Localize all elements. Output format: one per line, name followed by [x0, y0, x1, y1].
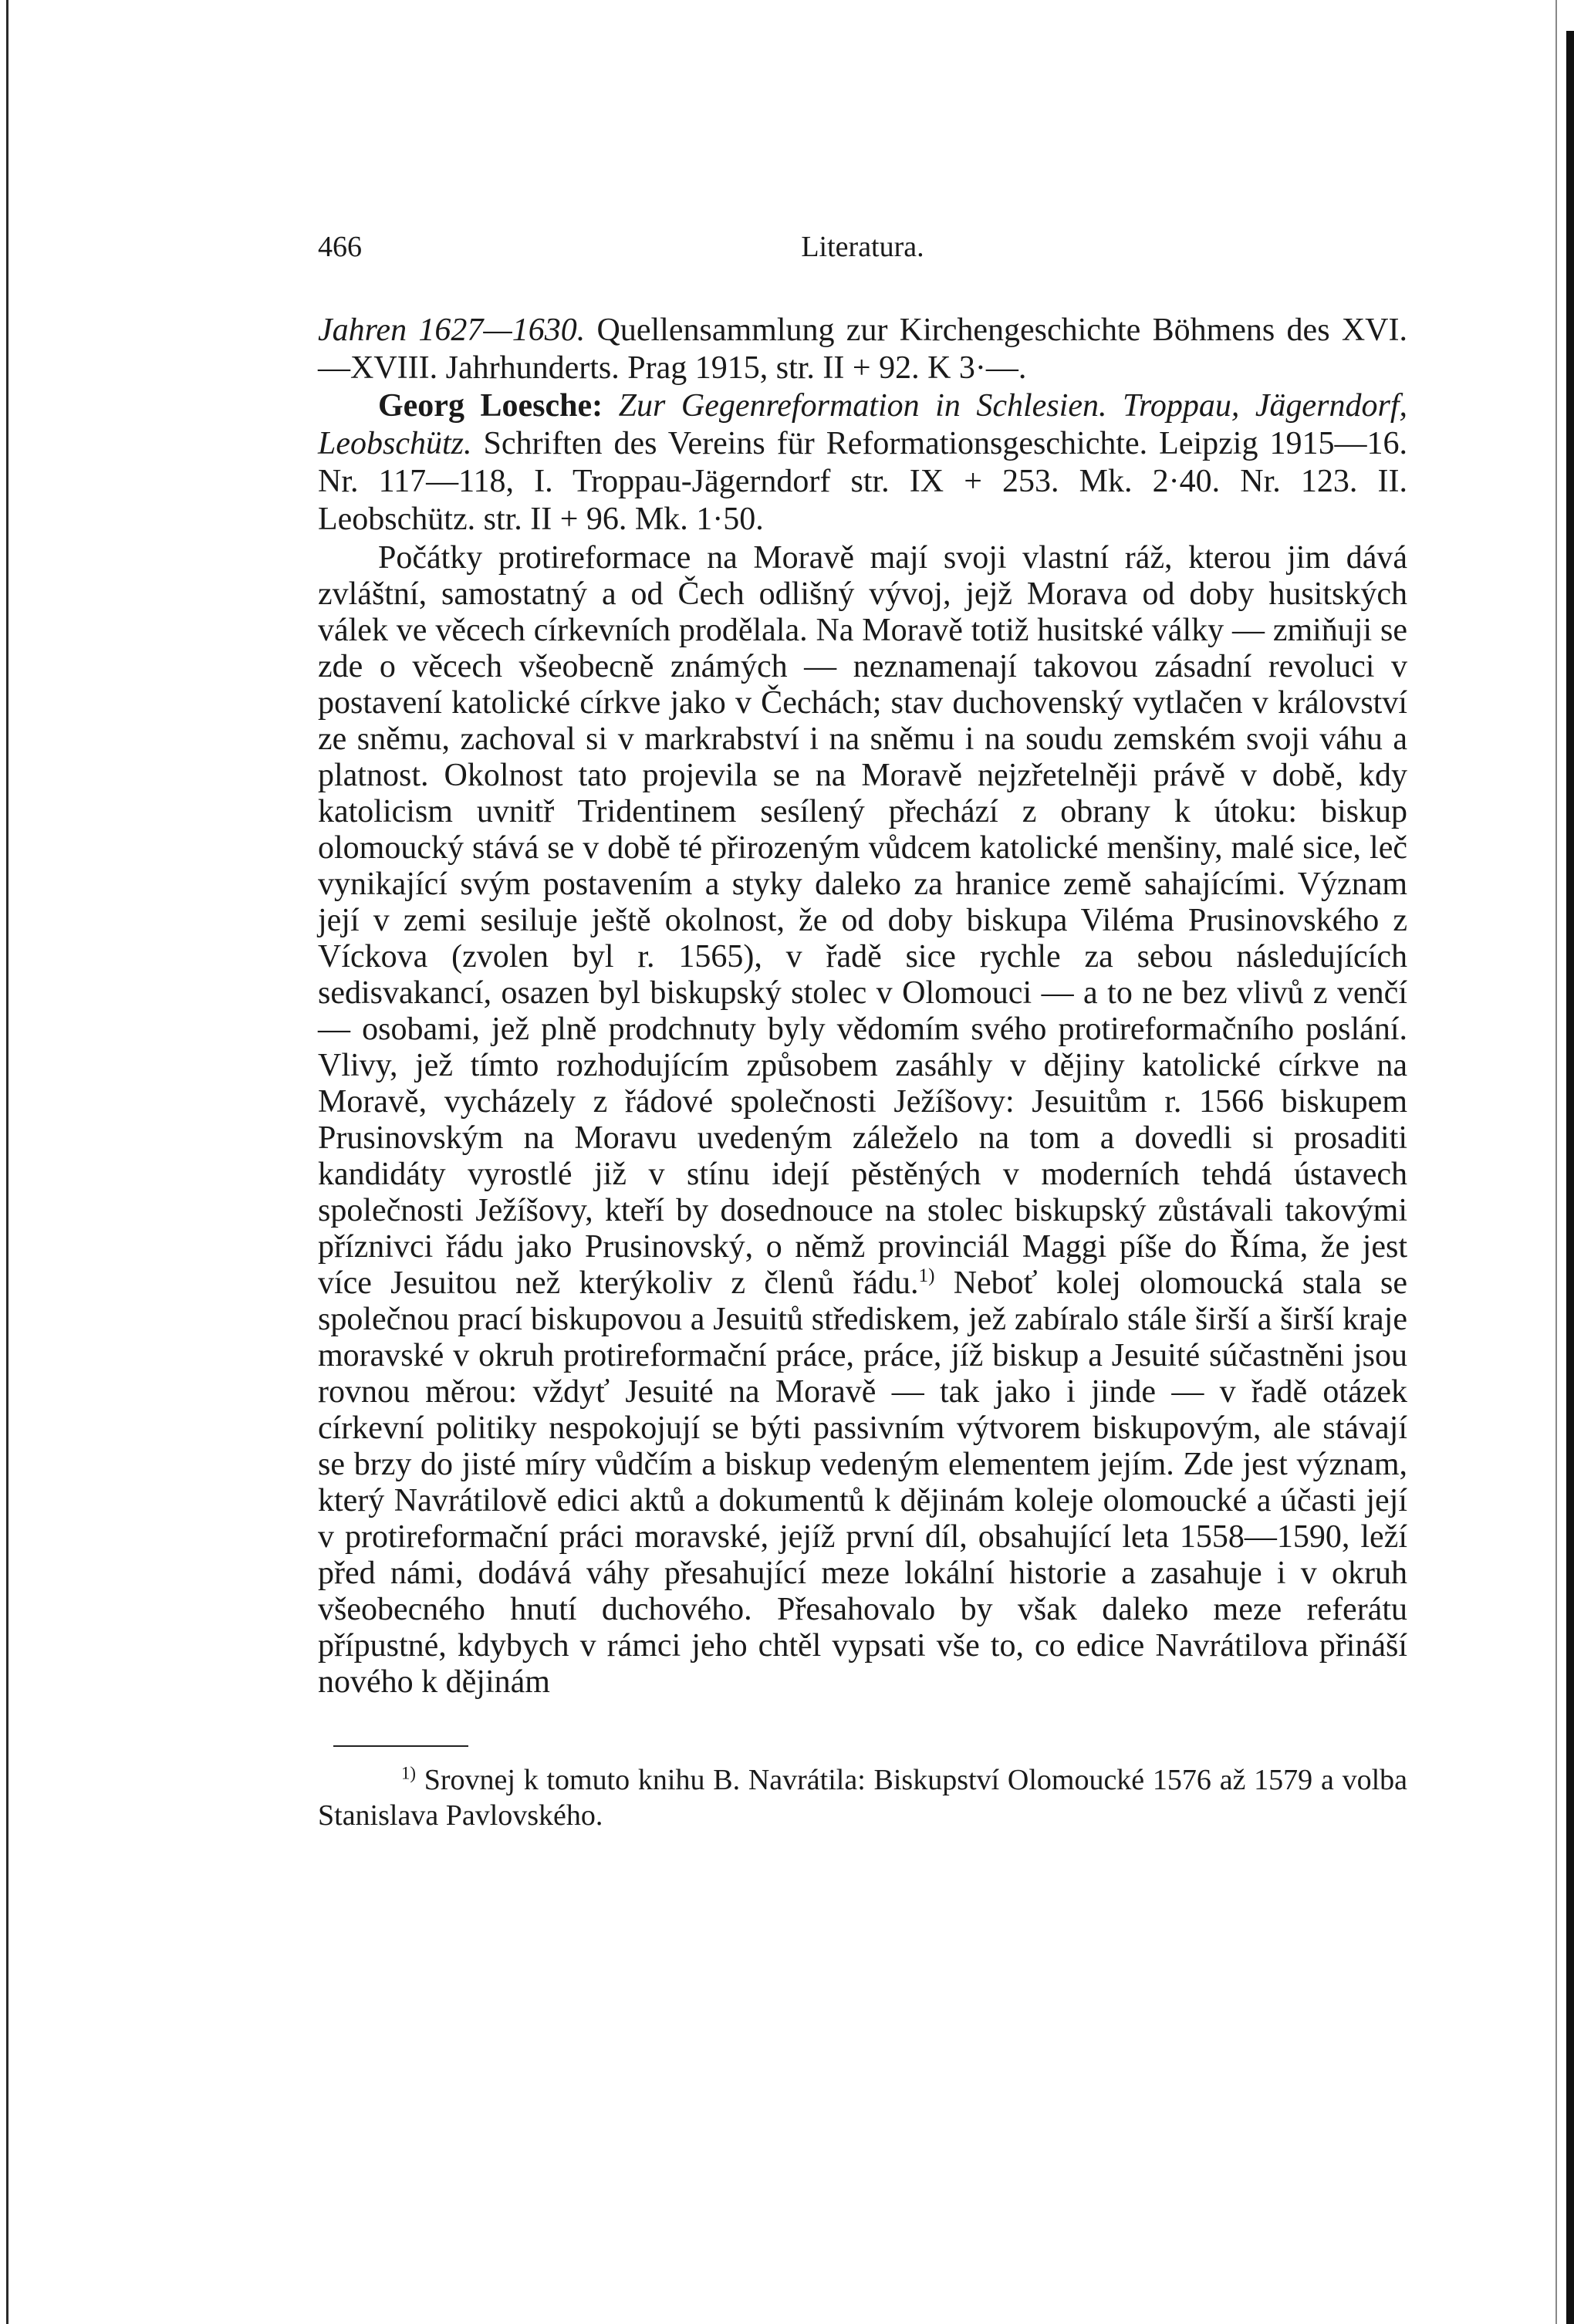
- entry-details: Quellensammlung zur Kirchengeschichte Böhmens des XVI.—XVIII. Jahrhunderts. Prag 1915, str. II + 92. K 3·—.: [318, 312, 1407, 386]
- bibliography: [318, 312, 1407, 539]
- footnote-reference: 1): [918, 1265, 935, 1286]
- bibliography-entry: [318, 312, 1407, 387]
- footnote-text: Srovnej k tomuto knihu B. Navrátila: Biskupství Olomoucké 1576 až 1579 a volba Stanislava Pavlovského.: [318, 1764, 1407, 1832]
- bibliography-entry: [318, 387, 1407, 539]
- page-number: 466: [318, 231, 362, 263]
- review-paragraph: [318, 540, 1407, 1701]
- scan-edge-right: [1566, 31, 1574, 2324]
- page: [318, 230, 1407, 1863]
- footnote-divider: [333, 1745, 468, 1747]
- footnote: [318, 1762, 1407, 1833]
- scan-edge-left: [6, 0, 8, 2324]
- paragraph-text: Neboť kolej olomoucká stala se společnou prací biskupovou a Jesuitů střediskem, jež zabíralo stále širší a širší kraje moravské v okruh protireformační práce, práce, jíž biskup a Jesuité súčastněni jsou rovnou měrou: vždyť Jesuité na Moravě — tak jako i jinde — v řadě otázek církevní politiky nespokojují se býti passivním výtvorem biskupovým, ale stávají se brzy do jisté míry vůdčím a biskup vedeným elementem jejím. Zde jest význam, který Navrátilově edici aktů a dokumentů k dějinám koleje olomoucké a účasti její v protireformační práci moravské, jejíž první díl, obsahující leta 1558—1590, leží před námi, dodává váhy přesahující meze lokální historie a zasahuje i v okruh všeobecného hnutí duchového. Přesahovalo by však daleko meze referátu přípustné, kdybych v rámci jeho chtěl vypsati vše to, co edice Navrátilova přináší nového k dějinám: [318, 1265, 1407, 1700]
- scan-edge-right-inner: [1555, 0, 1557, 2324]
- page-header: [318, 230, 1407, 276]
- running-title: Literatura.: [801, 231, 924, 263]
- entry-details: Schriften des Vereins für Reformationsgeschichte. Leipzig 1915—16. Nr. 117—118, I. Troppau-Jägerndorf str. IX + 253. Mk. 2·40. Nr. 123. II. Leobschütz. str. II + 96. Mk. 1·50.: [318, 426, 1407, 537]
- paragraph-text: Počátky protireformace na Moravě mají svoji vlastní ráž, kterou jim dává zvláštní, samostatný a od Čech odlišný vývoj, jejž Morava od doby husitských válek ve věcech církevních prodělala. Na Moravě totiž husitské války — zmiňuji se zde o věcech všeobecně známých — neznamenají takovou zásadní revoluci v postavení katolické církve jako v Čechách; stav duchovenský vytlačen v království ze sněmu, zachoval si v markrabství i na sněmu i na soudu zemském svoji váhu a platnost. Okolnost tato projevila se na Moravě nejzřetelněji právě v době, kdy katolicism uvnitř Tridentinem sesílený přechází z obrany k útoku: biskup olomoucký stává se v době té přirozeným vůdcem katolické menšiny, malé sice, leč vynikající svým postavením a styky daleko za hranice země sahajícími. Význam její v zemi sesiluje ještě okolnost, že od doby biskupa Viléma Prusinovského z Víckova (zvolen byl r. 1565), v řadě sice rychle za sebou následujících sedisvakancí, osazen byl biskupský stolec v Olomouci — a to ne bez vlivů z venčí — osobami, jež plně prodchnuty byly vědomím svého protireformačního poslání. Vlivy, jež tímto rozhodujícím způsobem zasáhly v dějiny katolické církve na Moravě, vycházely z řádové společnosti Ježíšovy: Jesuitům r. 1566 biskupem Prusinovským na Moravu uvedeným záleželo na tom a dovedli si prosaditi kandidáty vyrostlé již v stínu idejí pěstěných v moderních tehdá ústavech společnosti Ježíšovy, kteří by dosednouce na stolec biskupský zůstávali takovými příznivci řádu jako Prusinovský, o němž provinciál Maggi píše do Říma, že jest více Jesuitou než kterýkoliv z členů řádu.: [318, 540, 1407, 1301]
- entry-title: Zur Gegenreformation in Schlesien. Troppau, Jägerndorf, Leobschütz.: [318, 388, 1407, 461]
- footnote-marker: 1): [401, 1763, 416, 1783]
- entry-title: Jahren 1627—1630.: [318, 312, 586, 348]
- entry-author: Georg Loesche:: [378, 388, 603, 424]
